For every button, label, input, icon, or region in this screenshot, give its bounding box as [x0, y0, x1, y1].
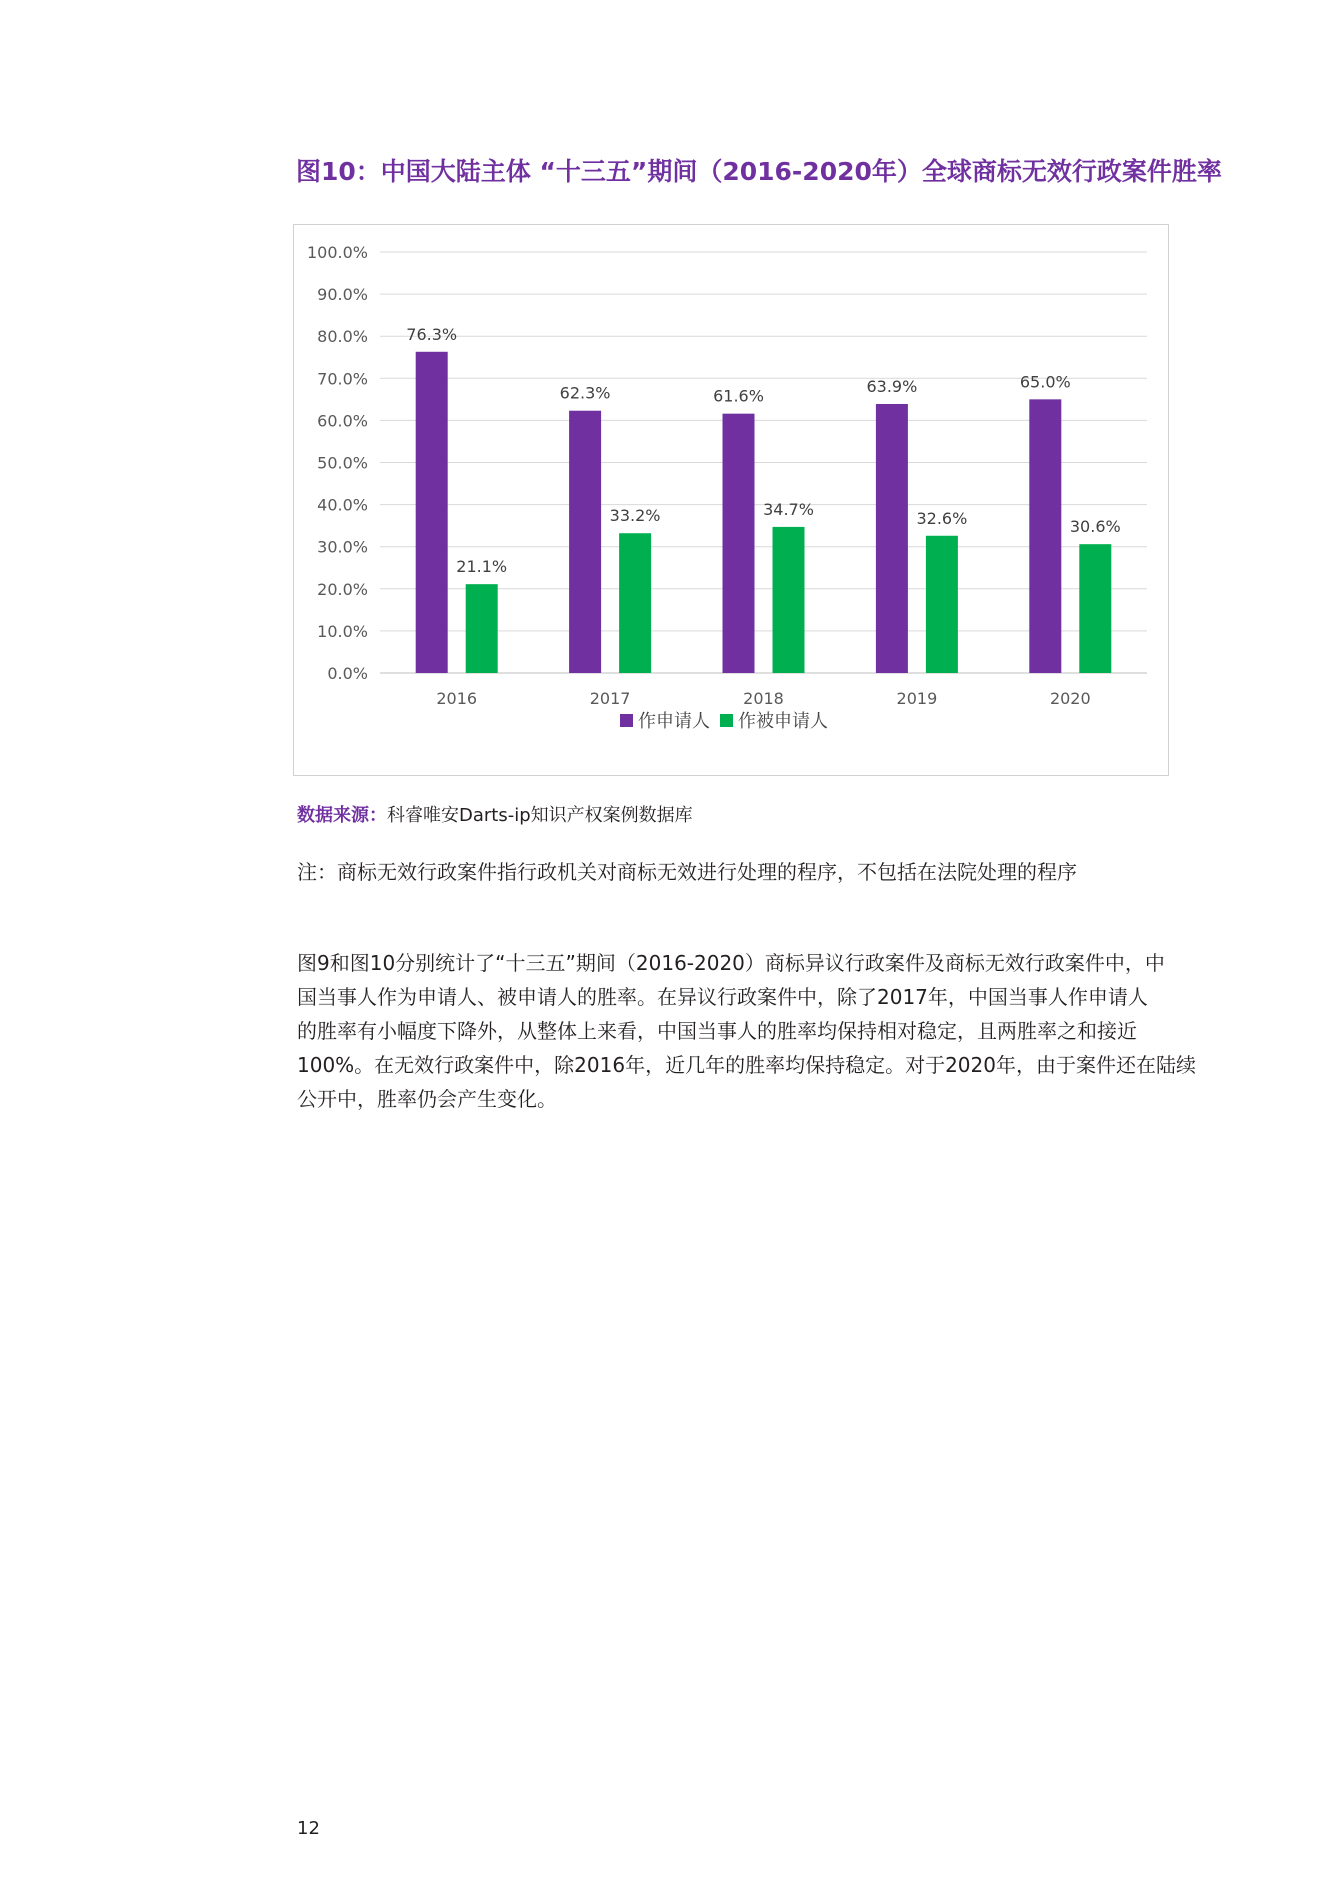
chart-note: 注：商标无效行政案件指行政机关对商标无效进行处理的程序，不包括在法院处理的程序 — [297, 860, 1077, 884]
paragraph-line: 公开中，胜率仍会产生变化。 — [297, 1087, 557, 1111]
y-tick-label: 40.0% — [317, 495, 368, 515]
bar — [723, 414, 755, 673]
x-tick-label: 2019 — [896, 689, 938, 708]
x-tick-label: 2018 — [743, 689, 784, 708]
y-tick-label: 70.0% — [317, 369, 368, 389]
chart-svg — [294, 225, 1170, 777]
legend-label: 作申请人 — [638, 711, 710, 732]
legend-swatch — [720, 714, 733, 727]
data-source-label: 数据来源： — [297, 805, 387, 826]
data-label: 21.1% — [456, 557, 508, 577]
data-label: 34.7% — [763, 499, 814, 519]
paragraph-line: 的胜率有小幅度下降外，从整体上来看，中国当事人的胜率均保持相对稳定，且两胜率之和接近 — [297, 1019, 1137, 1043]
body-paragraph — [297, 946, 1217, 1116]
data-label: 33.2% — [609, 506, 661, 526]
x-tick-label: 2020 — [1049, 689, 1091, 708]
page-number: 12 — [297, 1818, 320, 1839]
bar — [569, 411, 601, 673]
y-tick-label: 10.0% — [317, 621, 368, 641]
y-tick-label: 0.0% — [327, 664, 368, 683]
bar — [876, 404, 908, 673]
data-label: 32.6% — [916, 508, 968, 528]
bar — [619, 533, 651, 673]
bar — [1079, 544, 1111, 673]
paragraph-line: 图9和图10分别统计了“十三五”期间（2016-2020）商标异议行政案件及商标无效行政案件中，中 — [297, 951, 1165, 975]
bar — [926, 536, 958, 673]
y-tick-label: 30.0% — [317, 537, 368, 557]
data-source-text: 科睿唯安Darts-ip知识产权案例数据库 — [387, 805, 693, 826]
bar — [466, 584, 498, 673]
legend-swatch — [620, 714, 633, 727]
y-tick-label: 80.0% — [317, 327, 368, 347]
y-tick-label: 20.0% — [317, 579, 368, 599]
figure-title: 图10：中国大陆主体 “十三五”期间（2016-2020年）全球商标无效行政案件胜率 — [296, 157, 1222, 186]
bar-chart — [293, 224, 1169, 776]
data-source — [297, 801, 693, 827]
paragraph-line: 100%。在无效行政案件中，除2016年，近几年的胜率均保持稳定。对于2020年，由于案件还在陆续 — [297, 1053, 1196, 1077]
y-tick-label: 100.0% — [306, 243, 368, 262]
bar — [416, 352, 448, 673]
data-label: 65.0% — [1019, 372, 1071, 392]
legend-label: 作被申请人 — [738, 711, 828, 732]
data-label: 61.6% — [713, 386, 764, 406]
data-label: 76.3% — [406, 324, 458, 344]
data-label: 63.9% — [866, 376, 918, 396]
x-tick-label: 2016 — [436, 689, 478, 708]
y-tick-label: 50.0% — [317, 453, 368, 473]
data-label: 62.3% — [559, 383, 611, 403]
paragraph-line: 国当事人作为申请人、被申请人的胜率。在异议行政案件中，除了2017年，中国当事人作申请人 — [297, 985, 1148, 1009]
y-tick-label: 60.0% — [317, 411, 368, 431]
bar — [773, 527, 805, 673]
bar — [1029, 399, 1061, 673]
data-label: 30.6% — [1069, 517, 1121, 537]
y-tick-label: 90.0% — [317, 285, 368, 305]
x-tick-label: 2017 — [589, 689, 631, 708]
